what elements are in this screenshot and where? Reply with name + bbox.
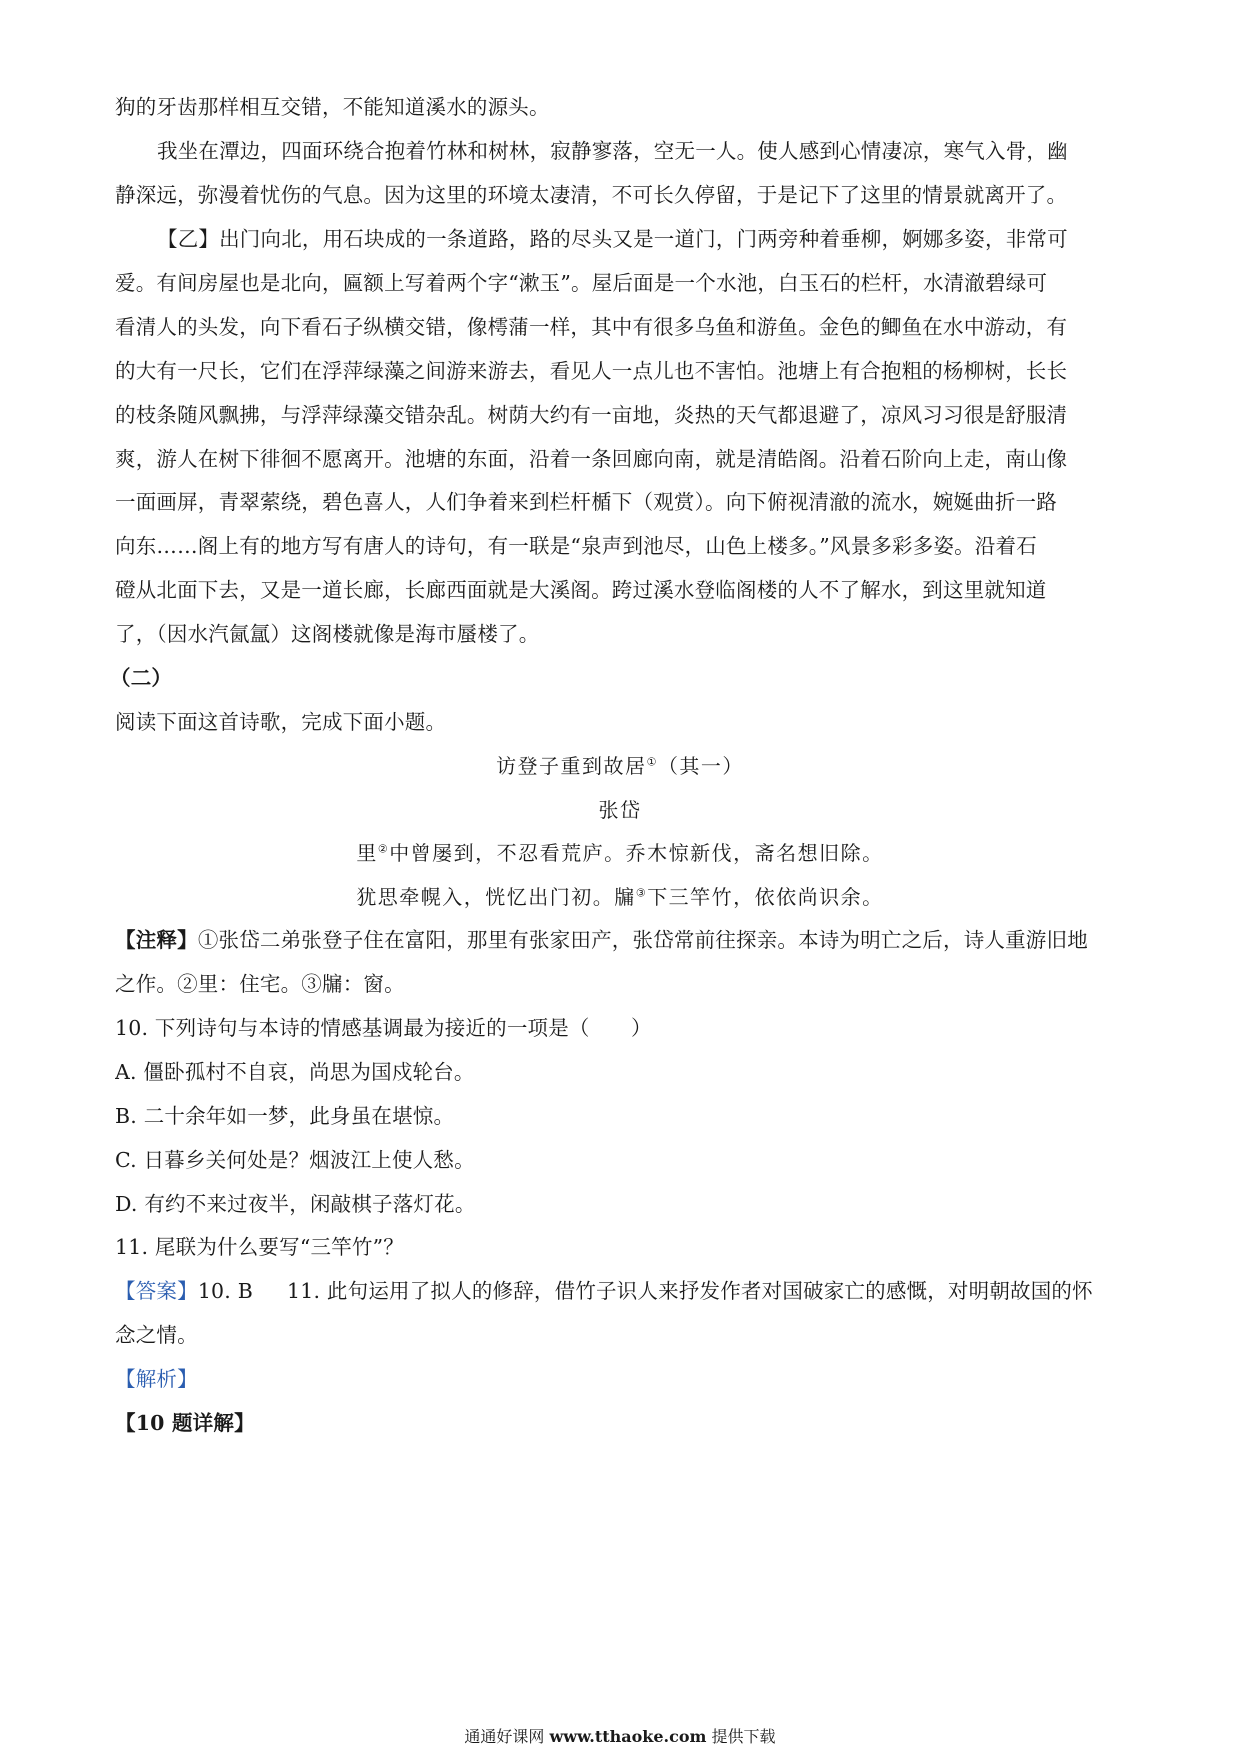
passage-yi-line3: 看清人的头发，向下看石子纵横交错，像樗蒲一样，其中有很多乌鱼和游鱼。金色的鲫鱼在水中游动，有 — [115, 315, 1068, 339]
passage-jia-last-line: 狗的牙齿那样相互交错，不能知道溪水的源头。 — [115, 95, 550, 119]
notes-label: 【注释】 — [115, 928, 198, 952]
question-10-option-b: B. 二十余年如一梦，此身虽在堪惊。 — [115, 1104, 455, 1128]
passage-yi-line2: 爱。有间房屋也是北向，匾额上写着两个字“漱玉”。屋后面是一个水池，白玉石的栏杆，水清澈碧绿可 — [115, 271, 1048, 295]
poem-line1: 里②中曾屡到，不忍看荒庐。乔木惊新伐，斋名想旧除。 — [356, 841, 884, 865]
passage-yi-line7: 一面画屏，青翠萦绕，碧色喜人，人们争着来到栏杆楯下（观赏）。向下俯视清澈的流水，婉娫曲折一路 — [115, 490, 1057, 514]
poem-line2: 犹思牵幌入，恍忆出门初。牖③下三竿竹，依依尚识余。 — [356, 885, 884, 909]
passage-yi-line4: 的大有一尺长，它们在浮萍绿藻之间游来游去，看见人一点儿也不害怕。池塘上有合抱粗的杨柳树，长长 — [115, 359, 1068, 383]
poem-title: 访登子重到故居①（其一） — [496, 754, 744, 778]
passage-yi-line9: 磴从北面下去，又是一道长廊，长廊西面就是大溪阁。跨过溪水登临阁楼的人不了解水，到这里就知道 — [115, 578, 1047, 602]
passage-yi-line10: 了，（因水汽氤氲）这阁楼就像是海市蜃楼了。 — [115, 622, 540, 646]
passage-yi-line5: 的枝条随风飘拂，与浮萍绿藻交错杂乱。树荫大约有一亩地，炎热的天气都退避了，凉风习习很是舒服清 — [115, 403, 1068, 427]
page-footer — [0, 1726, 1240, 1748]
question-10-option-a: A. 僵卧孤村不自哀，尚思为国戍轮台。 — [115, 1060, 475, 1084]
question-10-option-d: D. 有约不来过夜半，闲敲棋子落灯花。 — [115, 1192, 476, 1216]
passage-jia-p2-line1: 我坐在潭边，四面环绕合抱着竹林和树林，寂静寥落，空无一人。使人感到心情凄凉，寒气入骨，幽 — [157, 139, 1068, 163]
poem-author: 张岱 — [598, 798, 642, 822]
question-10-stem: 10. 下列诗句与本诗的情感基调最为接近的一项是（ ） — [115, 1016, 652, 1040]
answer-line1 — [115, 1276, 1125, 1306]
footnote-marker: ② — [377, 842, 390, 856]
passage-jia-p2-line2: 静深远，弥漫着忧伤的气息。因为这里的环境太凄清，不可长久停留，于是记下了这里的情景就离开了。 — [115, 183, 1068, 207]
answer-line2: 念之情。 — [115, 1323, 198, 1347]
question-10-option-c: C. 日暮乡关何处是？烟波江上使人愁。 — [115, 1148, 475, 1172]
question-11-stem: 11. 尾联为什么要写“三竿竹”？ — [115, 1235, 404, 1259]
passage-yi-line1: 【乙】出门向北，用石块成的一条道路，路的尽头又是一道门，门两旁种着垂柳，婀娜多姿，非常可 — [157, 227, 1068, 251]
passage-yi-line8: 向东……阁上有的地方写有唐人的诗句，有一联是“泉声到池尽，山色上楼多。”风景多彩多姿。沿着石 — [115, 534, 1037, 558]
section-instruction: 阅读下面这首诗歌，完成下面小题。 — [115, 710, 447, 734]
footnote-marker: ① — [646, 755, 658, 769]
analysis-subheading: 【10 题详解】 — [115, 1411, 255, 1435]
notes-line1: 【注释】①张岱二弟张登子住在富阳，那里有张家田产，张岱常前往探亲。本诗为明亡之后，诗人重游旧地 — [115, 928, 1088, 952]
footer-url[interactable]: www.tthaoke.com — [549, 1727, 707, 1746]
answer-10: 10. B — [197, 1279, 253, 1303]
footnote-marker: ③ — [635, 886, 648, 900]
section-heading: （二） — [110, 666, 173, 690]
analysis-label: 【解析】 — [115, 1367, 198, 1391]
footer-suffix: 提供下载 — [711, 1727, 776, 1746]
passage-yi-line6: 爽，游人在树下徘徊不愿离开。池塘的东面，沿着一条回廊向南，就是清皓阁。沿着石阶向上走，南山像 — [115, 447, 1068, 471]
answer-label: 【答案】 — [115, 1279, 198, 1303]
notes-line2: 之作。②里：住宅。③牖：窗。 — [115, 972, 405, 996]
footer-site: 通通好课网 — [464, 1727, 545, 1746]
answer-11: 11. 此句运用了拟人的修辞，借竹子识人来抒发作者对国破家亡的感慨，对明朝故国的怀 — [287, 1279, 1093, 1303]
